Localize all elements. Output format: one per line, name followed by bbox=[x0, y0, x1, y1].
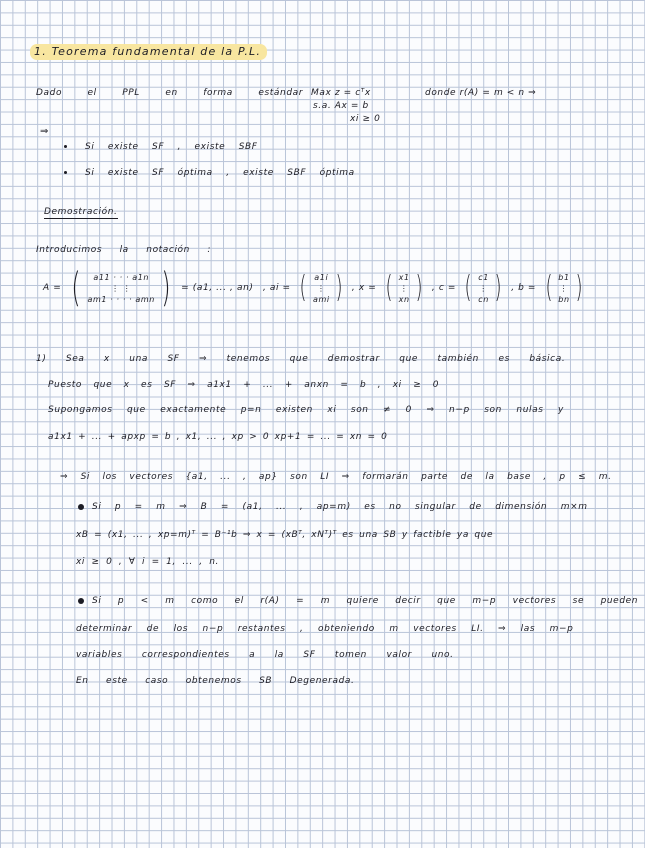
proof-line-10: determinar de los n−p restantes , obteniendo m vectores LI. ⇒ las m−p bbox=[76, 624, 574, 634]
vector-ai bbox=[313, 272, 330, 305]
left-paren: ( bbox=[385, 270, 393, 305]
proof-line-4: a1x1 + ... + apxp = b , x1, ... , xp > 0 xp+1 = ... = xn = 0 bbox=[48, 432, 388, 442]
matrix-row: ⋮ ⋮ bbox=[111, 283, 132, 293]
vector-entry: xn bbox=[398, 294, 410, 304]
vector-entry: ⋮ bbox=[479, 283, 488, 293]
intro-sa: s.a. Ax = b bbox=[313, 101, 369, 111]
right-paren: ) bbox=[415, 270, 423, 305]
bullet-1 bbox=[64, 142, 258, 152]
bullet-dot bbox=[64, 171, 67, 174]
proof-line-5: ⇒ Si los vectores {a1, ... , ap} son LI ⇒ formarán parte de la base , p ≤ m. bbox=[60, 472, 612, 482]
notation-row bbox=[40, 265, 585, 311]
vector-entry: c1 bbox=[478, 272, 489, 282]
vector-entry: ⋮ bbox=[399, 283, 409, 293]
vector-entry: bn bbox=[558, 294, 570, 304]
right-paren: ) bbox=[161, 265, 172, 311]
b-label: , b = bbox=[511, 283, 537, 293]
proof-line-6 bbox=[78, 502, 588, 512]
left-paren: ( bbox=[71, 265, 81, 311]
vector-c bbox=[478, 272, 489, 305]
right-paren: ) bbox=[575, 270, 583, 305]
bullet-text: Si existe SF óptima , existe SBF óptima bbox=[85, 168, 355, 178]
matrix-A bbox=[88, 272, 155, 305]
A-cols: = (a1, ... , an) bbox=[181, 283, 254, 293]
intro-donde: donde r(A) = m < n ⇒ bbox=[425, 88, 537, 98]
bullet-dot bbox=[64, 145, 67, 148]
vector-entry: cn bbox=[478, 294, 489, 304]
c-label: , c = bbox=[431, 283, 456, 293]
implies-arrow: ⇒ bbox=[40, 126, 49, 137]
vector-entry: b1 bbox=[558, 272, 570, 282]
proof-line-8: xi ≥ 0 , ∀ i = 1, ... , n. bbox=[76, 557, 219, 567]
matrix-row: am1 · · · · amn bbox=[87, 294, 155, 304]
proof-line-7: xB = (x1, ... , xp=m)ᵀ = B⁻¹b ⇒ x = (xBᵀ, xNᵀ)ᵀ es una SB y factible ya que bbox=[76, 530, 494, 540]
vector-entry: ami bbox=[312, 294, 330, 304]
right-paren: ) bbox=[494, 270, 503, 305]
vector-entry: x1 bbox=[398, 272, 410, 282]
vector-x bbox=[399, 272, 410, 305]
proof-line-11: variables correspondientes a la SF tomen valor uno. bbox=[76, 650, 454, 660]
left-paren: ( bbox=[299, 270, 308, 305]
proof-line-3: Supongamos que exactamente p=n existen xi son ≠ 0 ⇒ n−p son nulas y bbox=[48, 405, 564, 415]
vector-entry: ⋮ bbox=[559, 283, 569, 293]
proof-line-9 bbox=[78, 596, 638, 606]
intro-max: Max z = cᵀx bbox=[311, 88, 371, 98]
page-title: 1. Teorema fundamental de la P.L. bbox=[30, 44, 267, 60]
left-paren: ( bbox=[544, 270, 553, 305]
proof-text: Si p < m como el r(A) = m quiere decir que m−p vectores se pueden bbox=[92, 596, 639, 606]
right-paren: ) bbox=[335, 270, 343, 305]
intro-xi: xi ≥ 0 bbox=[350, 114, 381, 124]
demostracion-heading: Demostración. bbox=[44, 207, 118, 217]
vector-b bbox=[558, 272, 569, 305]
bullet-dot bbox=[78, 504, 84, 510]
proof-text: Si p = m ⇒ B = (a1, ... , ap=m) es no singular de dimensión m×m bbox=[92, 502, 588, 512]
left-paren: ( bbox=[464, 270, 473, 305]
intro-dado: Dado el PPL en forma estándar bbox=[36, 88, 304, 98]
proof-line-1: 1) Sea x una SF ⇒ tenemos que demostrar que también es básica. bbox=[36, 354, 566, 364]
vector-entry: ⋮ bbox=[317, 283, 326, 293]
proof-line-2: Puesto que x es SF ⇒ a1x1 + ... + anxn = b , xi ≥ 0 bbox=[48, 380, 440, 390]
x-label: , x = bbox=[351, 283, 377, 293]
notacion-intro: Introducimos la notación : bbox=[36, 245, 212, 255]
vector-entry: a1i bbox=[314, 272, 329, 282]
matrix-row: a11 · · · a1n bbox=[93, 272, 150, 282]
bullet-text: Si existe SF , existe SBF bbox=[85, 142, 258, 152]
A-label: A = bbox=[43, 283, 62, 293]
bullet-dot bbox=[78, 598, 84, 604]
proof-line-12: En este caso obtenemos SB Degenerada. bbox=[76, 676, 355, 686]
ai-label: , ai = bbox=[262, 283, 291, 293]
bullet-2 bbox=[64, 168, 355, 178]
